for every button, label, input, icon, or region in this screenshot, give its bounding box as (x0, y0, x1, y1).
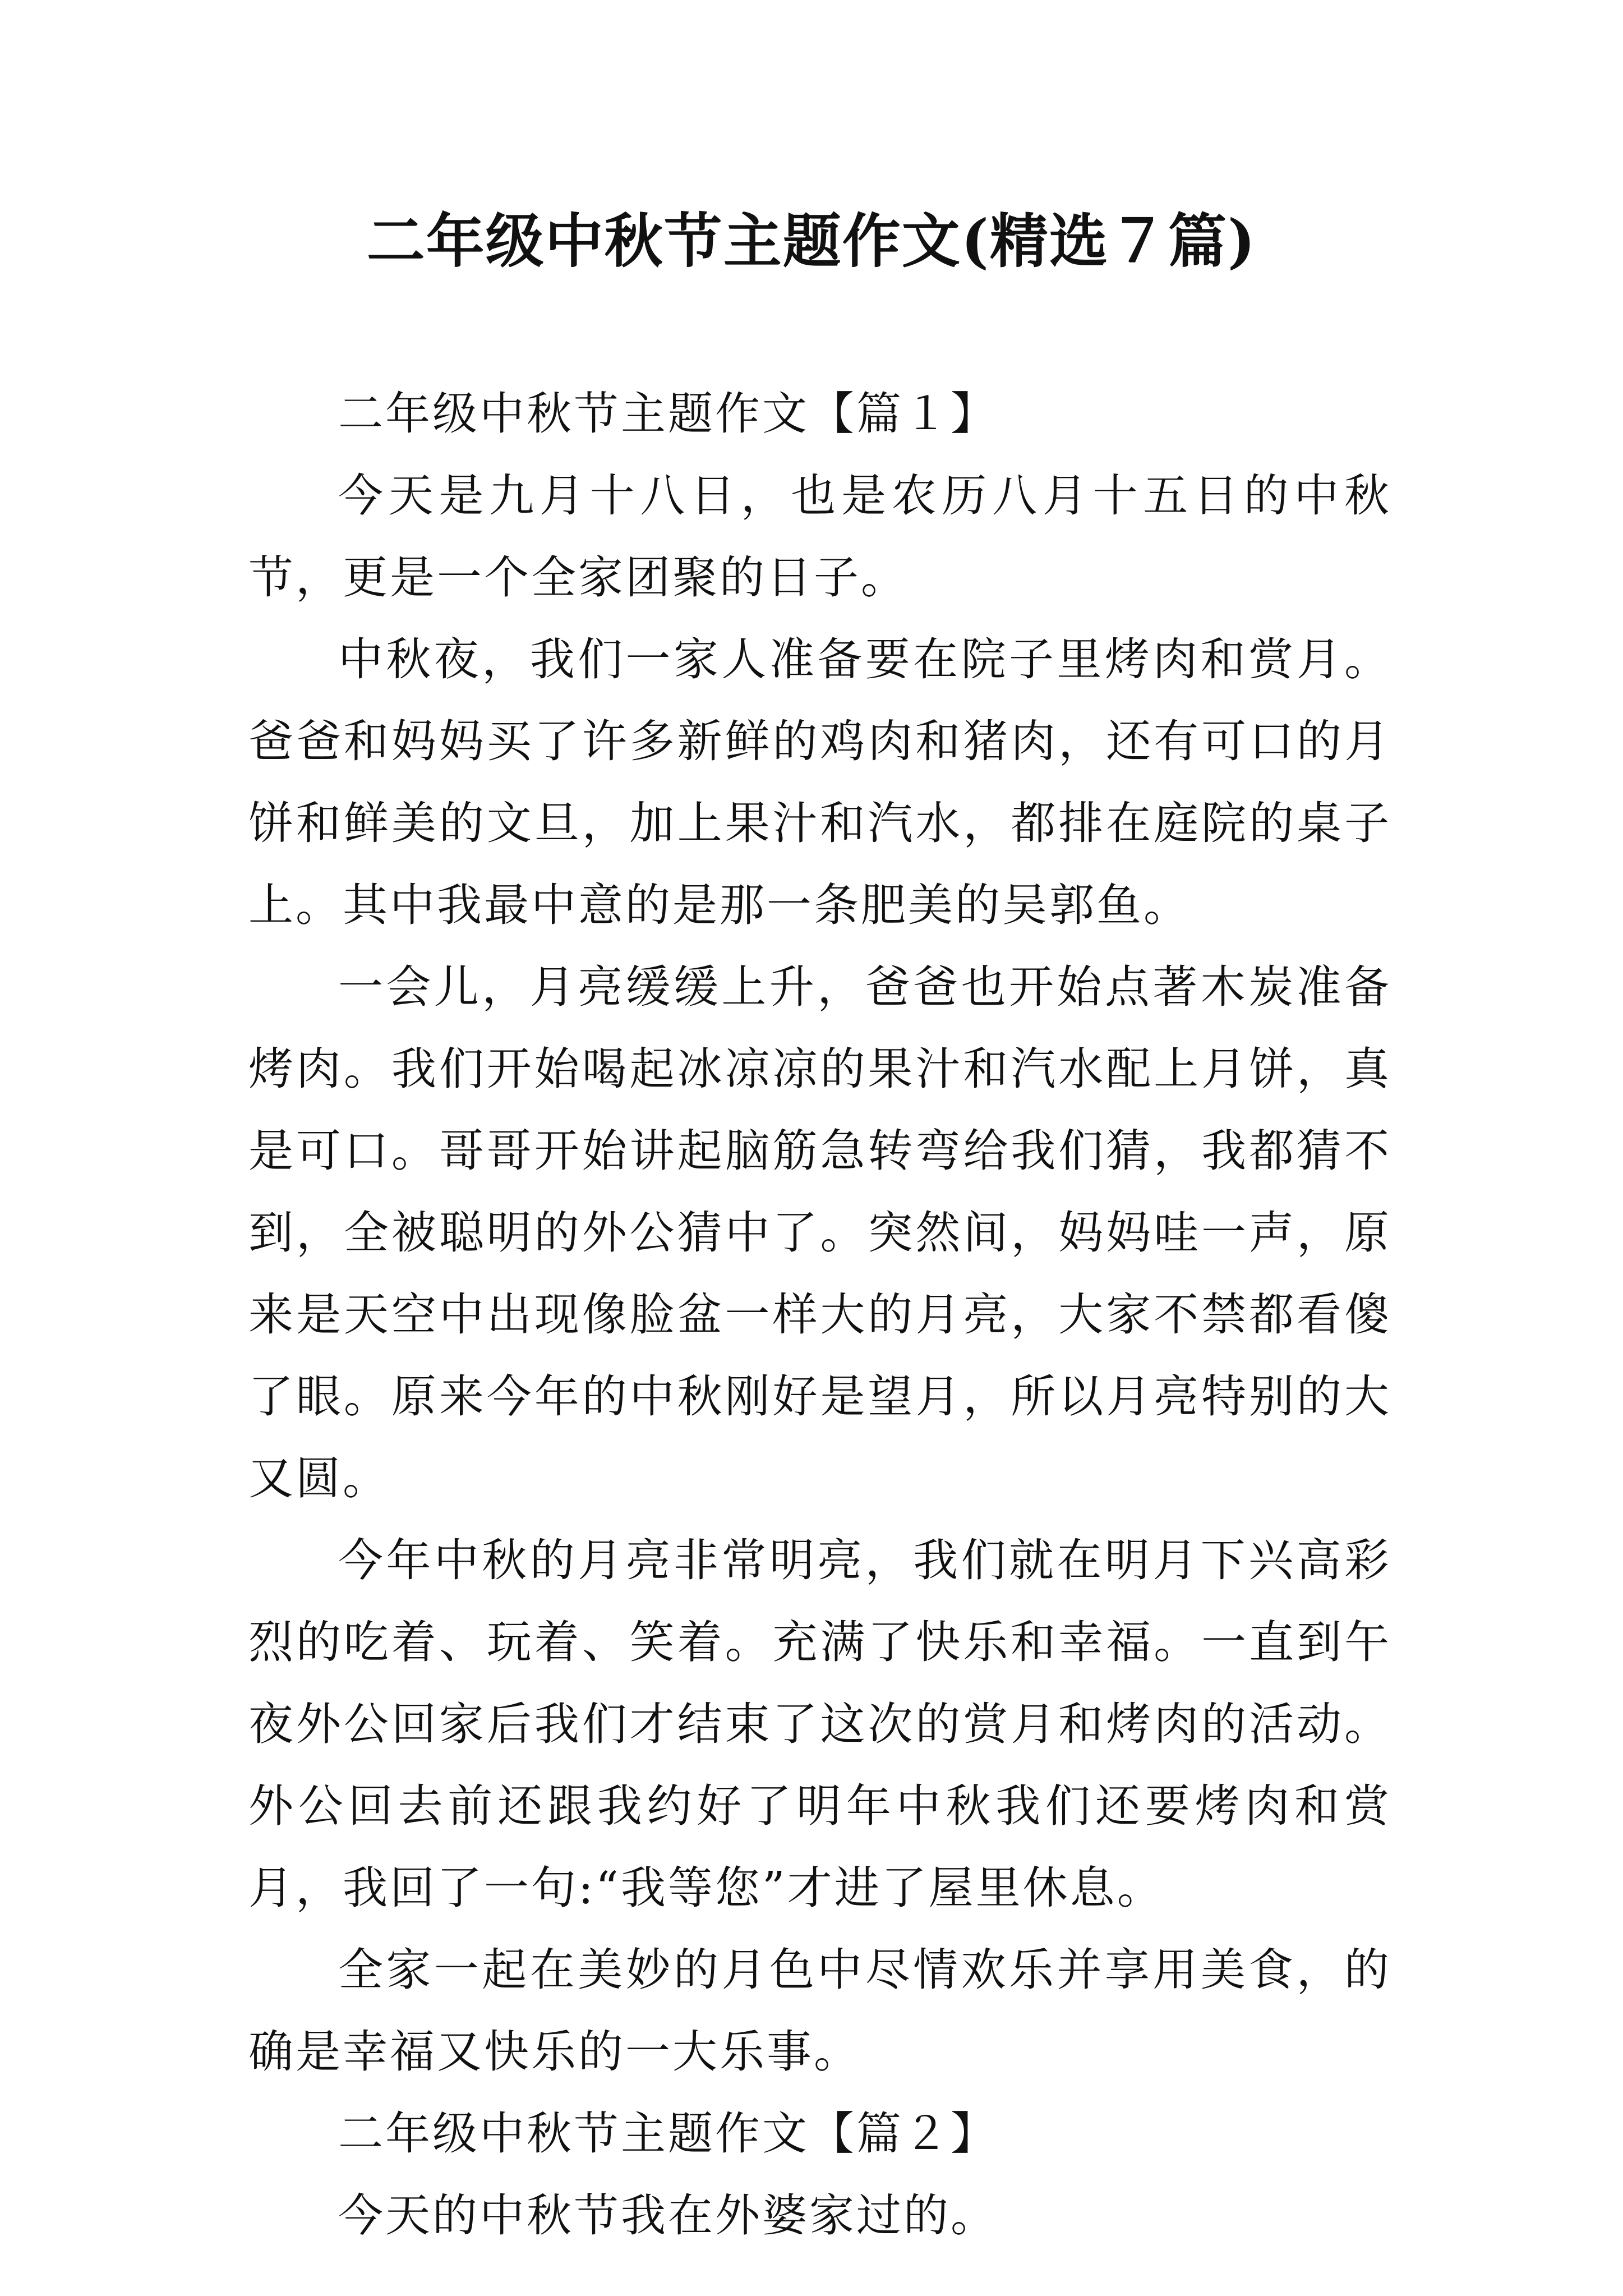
paragraph: 中秋夜，我们一家人准备要在院子里烤肉和赏月。爸爸和妈妈买了许多新鲜的鸡肉和猪肉，还有可口的月饼和鲜美的文旦，加上果汁和汽水，都排在庭院的桌子上。其中我最中意的是那一条肥美的吴郭鱼。 (248, 633, 1391, 931)
document-body (248, 373, 1391, 2257)
paragraph: 一会儿，月亮缓缓上升，爸爸也开始点著木炭准备烤肉。我们开始喝起冰凉凉的果汁和汽水配上月饼，真是可口。哥哥开始讲起脑筋急转弯给我们猜，我都猜不到，全被聪明的外公猜中了。突然间，妈妈哇一声，原来是天空中出现像脸盆一样大的月亮，大家不禁都看傻了眼。原来今年的中秋刚好是望月，所以月亮特别的大又圆。 (248, 961, 1391, 1504)
paragraph: 今天的中秋节我在外婆家过的。 (338, 2189, 998, 2242)
section-heading-1: 二年级中秋节主题作文【篇１】 (338, 388, 998, 440)
paragraph: 全家一起在美妙的月色中尽情欢乐并享用美食，的确是幸福又快乐的一大乐事。 (248, 1944, 1391, 2078)
paragraph: 今年中秋的月亮非常明亮，我们就在明月下兴高彩烈的吃着、玩着、笑着。充满了快乐和幸福。一直到午夜外公回家后我们才结束了这次的赏月和烤肉的活动。外公回去前还跟我约好了明年中秋我们还要烤肉和赏月，我回了一句:“我等您”才进了屋里休息。 (248, 1534, 1391, 1914)
paragraph: 今天是九月十八日，也是农历八月十五日的中秋节，更是一个全家团聚的日子。 (248, 470, 1391, 604)
section-heading-2: 二年级中秋节主题作文【篇２】 (338, 2108, 998, 2160)
document-title: 二年级中秋节主题作文(精选７篇) (366, 206, 1257, 275)
